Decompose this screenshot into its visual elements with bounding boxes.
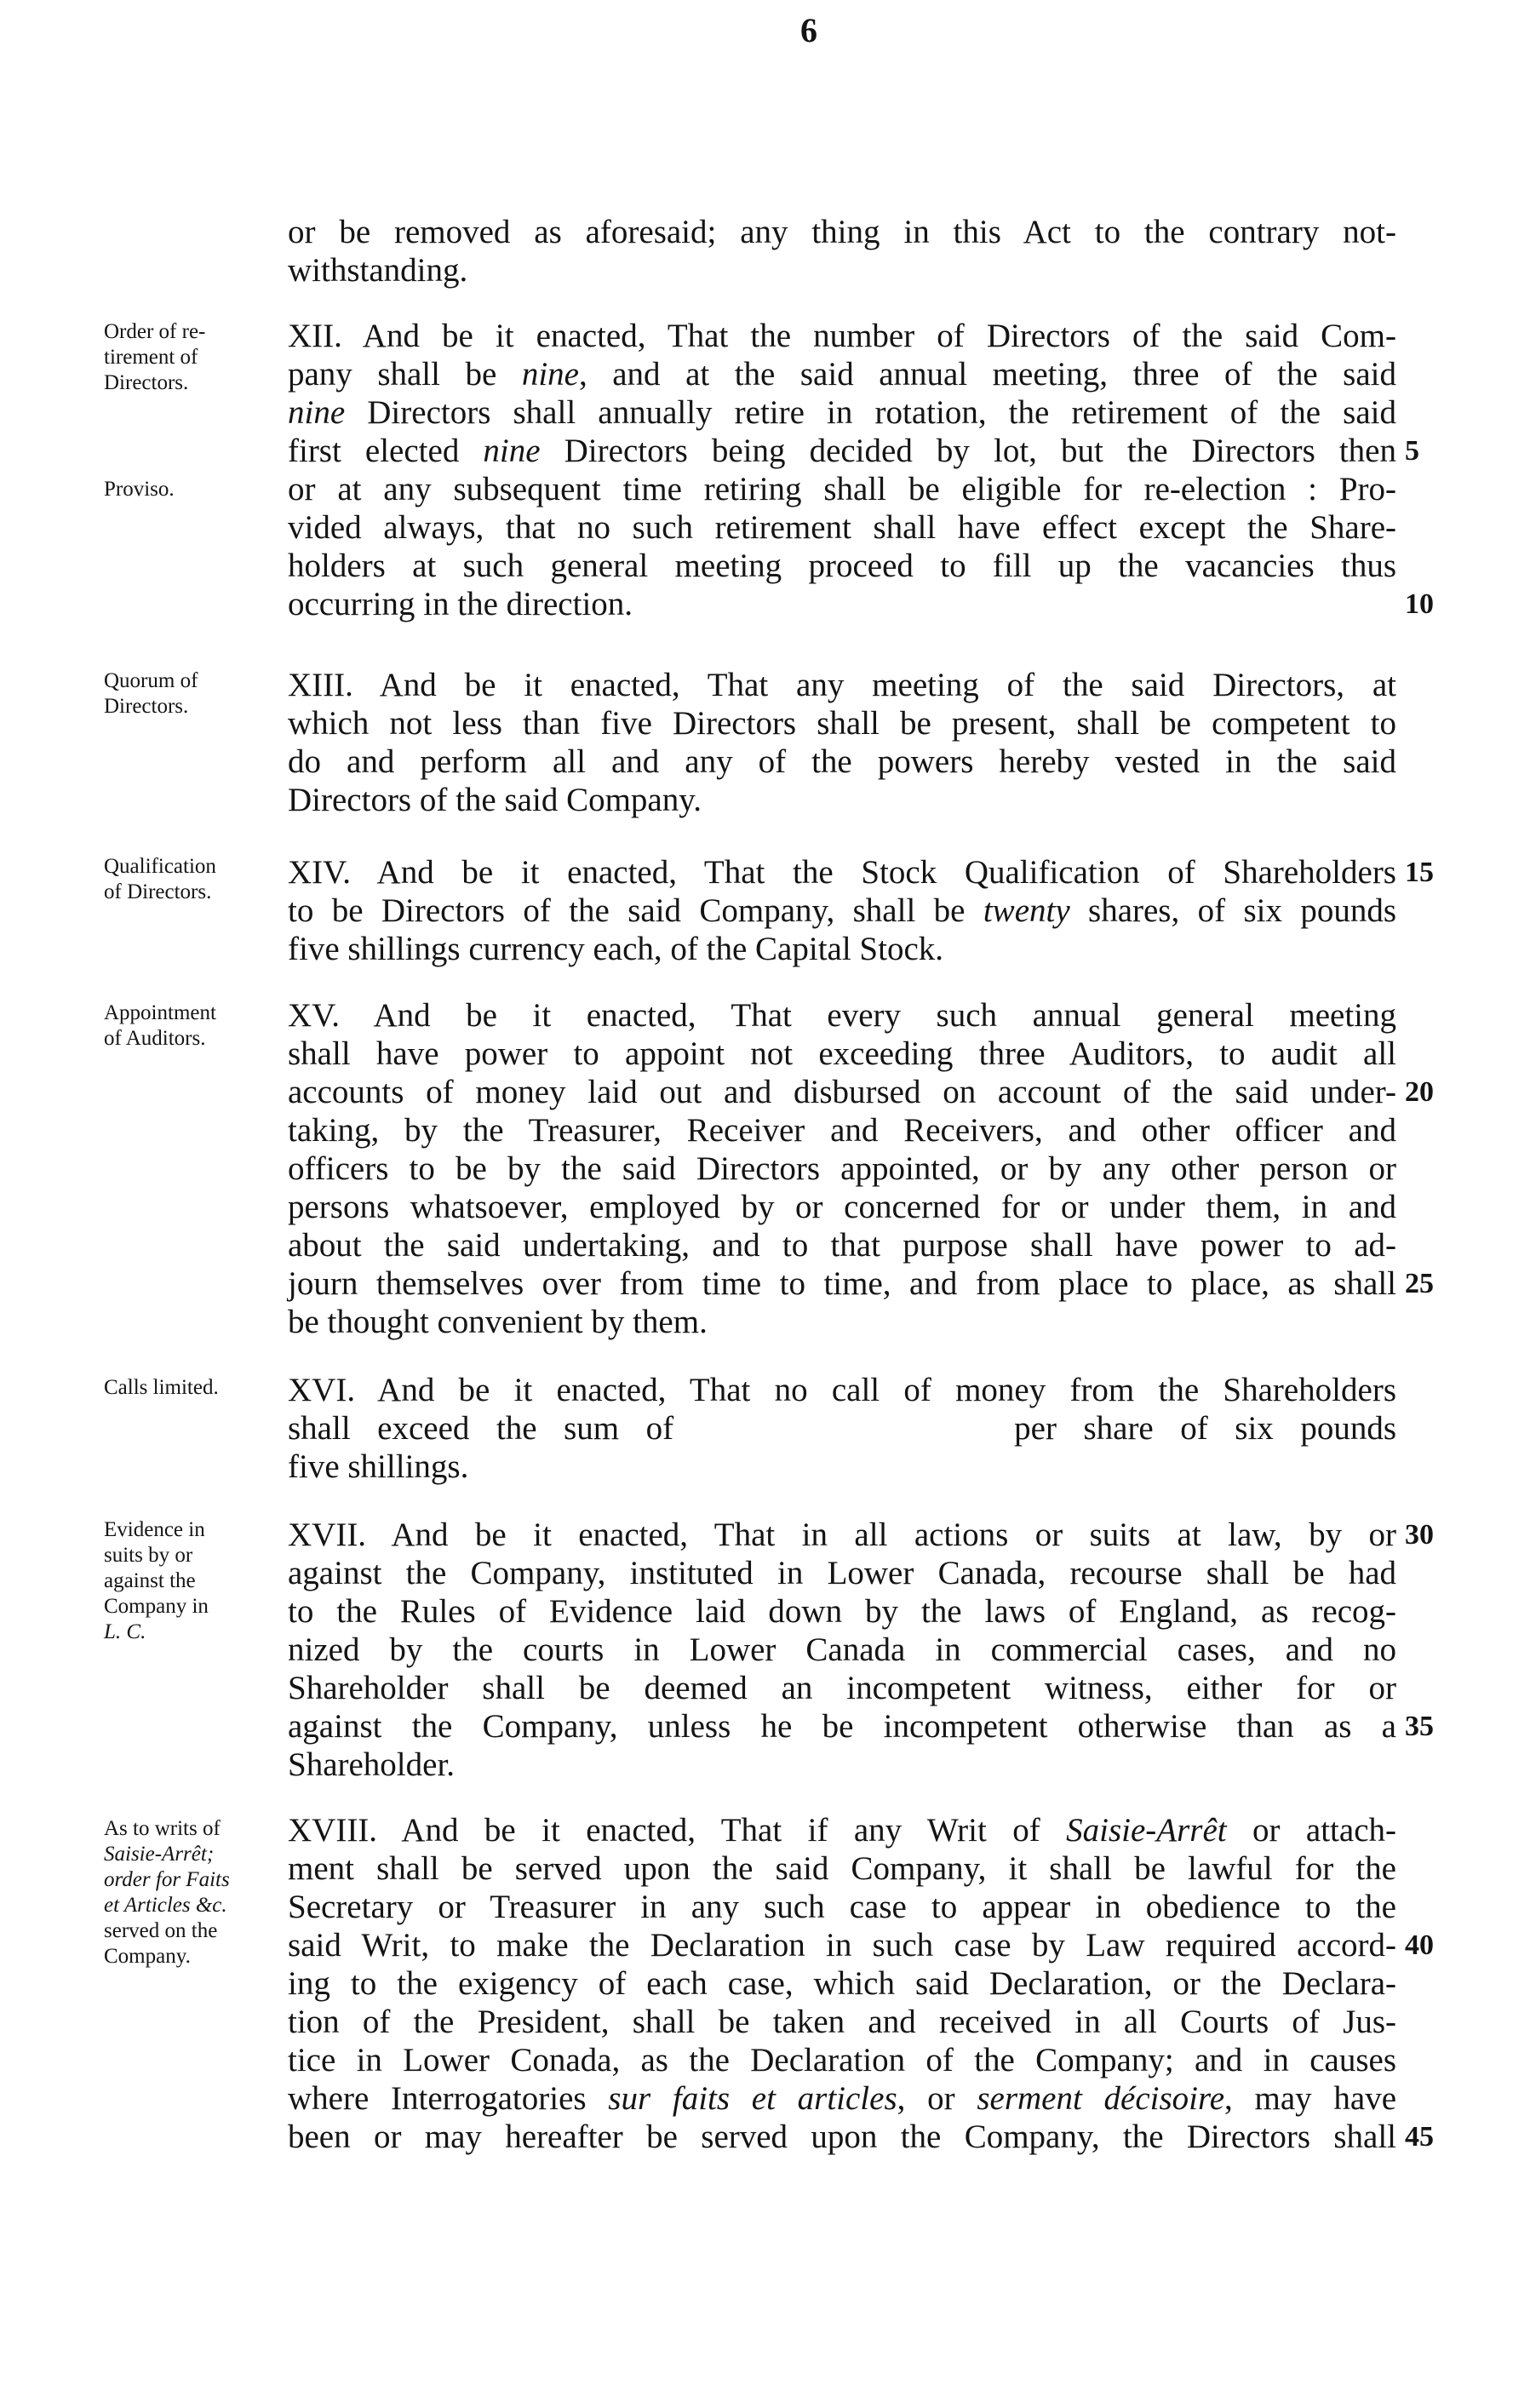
margin-note-qualification: Qualification of Directors. <box>104 855 216 903</box>
text-line: do and perform all and any of the powers hereby vested in the said <box>288 743 1396 780</box>
text-line: Shareholder shall be deemed an incompetent witness, either for or <box>288 1670 1396 1706</box>
text-line: against the Company, unless he be incompetent otherwise than as a <box>288 1708 1396 1745</box>
text-line: XIII. And be it enacted, That any meeting of the said Directors, at <box>288 667 1396 703</box>
text-line: said Writ, to make the Declaration in such case by Law required accord- <box>288 1927 1396 1964</box>
text-line: tice in Lower Conada, as the Declaration of the Company; and in causes <box>288 2042 1396 2078</box>
line-number: 45 <box>1405 2121 1434 2153</box>
page-number: 6 <box>800 11 817 49</box>
text-line: taking, by the Treasurer, Receiver and Receivers, and other officer and <box>288 1112 1396 1149</box>
margin-note-evidence: Evidence in suits by or against the Company in L. C. <box>104 1518 209 1643</box>
text-line: withstanding. <box>288 252 468 289</box>
line-number: 35 <box>1405 1711 1434 1742</box>
text-line: or be removed as aforesaid; any thing in this Act to the contrary not- <box>288 214 1396 250</box>
text-line: or at any subsequent time retiring shall be eligible for re-election : Pro- <box>288 471 1396 507</box>
text-line: vided always, that no such retirement shall have effect except the Share- <box>288 509 1396 546</box>
text-line: where Interrogatories sur faits et articles, or serment décisoire, may have <box>288 2080 1397 2117</box>
text-line: XVIII. And be it enacted, That if any Writ of Saisie-Arrêt or attach- <box>288 1812 1397 1849</box>
text-line: to the Rules of Evidence laid down by the laws of England, as recog- <box>288 1593 1396 1630</box>
text-line: shall have power to appoint not exceeding three Auditors, to audit all <box>288 1035 1396 1072</box>
text-line: be thought convenient by them. <box>288 1304 708 1340</box>
text-line: five shillings currency each, of the Capital Stock. <box>288 931 944 967</box>
text-line: about the said undertaking, and to that purpose shall have power to ad- <box>288 1227 1396 1264</box>
text-line: Directors of the said Company. <box>288 782 702 818</box>
text-line: which not less than five Directors shall be present, shall be competent to <box>288 705 1396 742</box>
text-line: XIV. And be it enacted, That the Stock Qualification of Shareholders <box>288 854 1396 891</box>
text-line: journ themselves over from time to time, and from place to place, as shall <box>288 1265 1396 1302</box>
line-number: 15 <box>1405 857 1434 888</box>
text-line: pany shall be nine, and at the said annual meeting, three of the said <box>288 356 1397 393</box>
text-line: occurring in the direction. <box>288 586 633 622</box>
text-line: tion of the President, shall be taken and received in all Courts of Jus- <box>288 2004 1396 2040</box>
text-line: accounts of money laid out and disbursed on account of the said under- <box>288 1074 1396 1110</box>
margin-note-order-of-retirement: Order of re- tirement of Directors. <box>104 320 206 394</box>
margin-note-proviso: Proviso. <box>104 478 175 501</box>
text-line: been or may hereafter be served upon the Company, the Directors shall <box>288 2118 1396 2155</box>
margin-note-auditors: Appointment of Auditors. <box>104 1001 216 1050</box>
text-line: five shillings. <box>288 1448 469 1485</box>
text-line: holders at such general meeting proceed to fill up the vacancies thus <box>288 548 1396 584</box>
text-line: shall exceed the sum of per share of six pounds <box>288 1410 1396 1447</box>
line-number: 40 <box>1405 1929 1434 1961</box>
text-line: XVI. And be it enacted, That no call of money from the Shareholders <box>288 1372 1396 1408</box>
text-line: against the Company, instituted in Lower Canada, recourse shall be had <box>288 1555 1396 1591</box>
text-line: XVII. And be it enacted, That in all actions or suits at law, by or <box>288 1516 1396 1553</box>
text-line: nine Directors shall annually retire in rotation, the retirement of the said <box>288 394 1396 431</box>
line-number: 5 <box>1405 435 1419 467</box>
margin-note-calls-limited: Calls limited. <box>104 1376 219 1399</box>
text-line: XII. And be it enacted, That the number of Directors of the said Com- <box>288 318 1396 354</box>
text-line: XV. And be it enacted, That every such annual general meeting <box>288 997 1396 1034</box>
line-number: 20 <box>1405 1076 1434 1108</box>
text-line: nized by the courts in Lower Canada in commercial cases, and no <box>288 1631 1396 1668</box>
margin-note-writs: As to writs of Saisie-Arrêt; order for Faits et Articles &c. served on the Company. <box>104 1817 230 1968</box>
text-line: to be Directors of the said Company, shall be twenty shares, of six pounds <box>288 892 1397 929</box>
text-line: ment shall be served upon the said Company, it shall be lawful for the <box>288 1850 1396 1887</box>
text-line: persons whatsoever, employed by or concerned for or under them, in and <box>288 1189 1396 1225</box>
line-number: 25 <box>1405 1268 1434 1299</box>
text-line: first elected nine Directors being decided by lot, but the Directors then <box>288 433 1396 469</box>
line-number: 30 <box>1405 1519 1434 1551</box>
text-line: Shareholder. <box>288 1746 456 1783</box>
margin-note-quorum: Quorum of Directors. <box>104 669 198 718</box>
text-line: ing to the exigency of each case, which said Declaration, or the Declara- <box>288 1965 1396 2002</box>
text-line: officers to be by the said Directors appointed, or by any other person or <box>288 1150 1396 1187</box>
text-line: Secretary or Treasurer in any such case to appear in obedience to the <box>288 1889 1396 1925</box>
line-number: 10 <box>1405 588 1434 620</box>
